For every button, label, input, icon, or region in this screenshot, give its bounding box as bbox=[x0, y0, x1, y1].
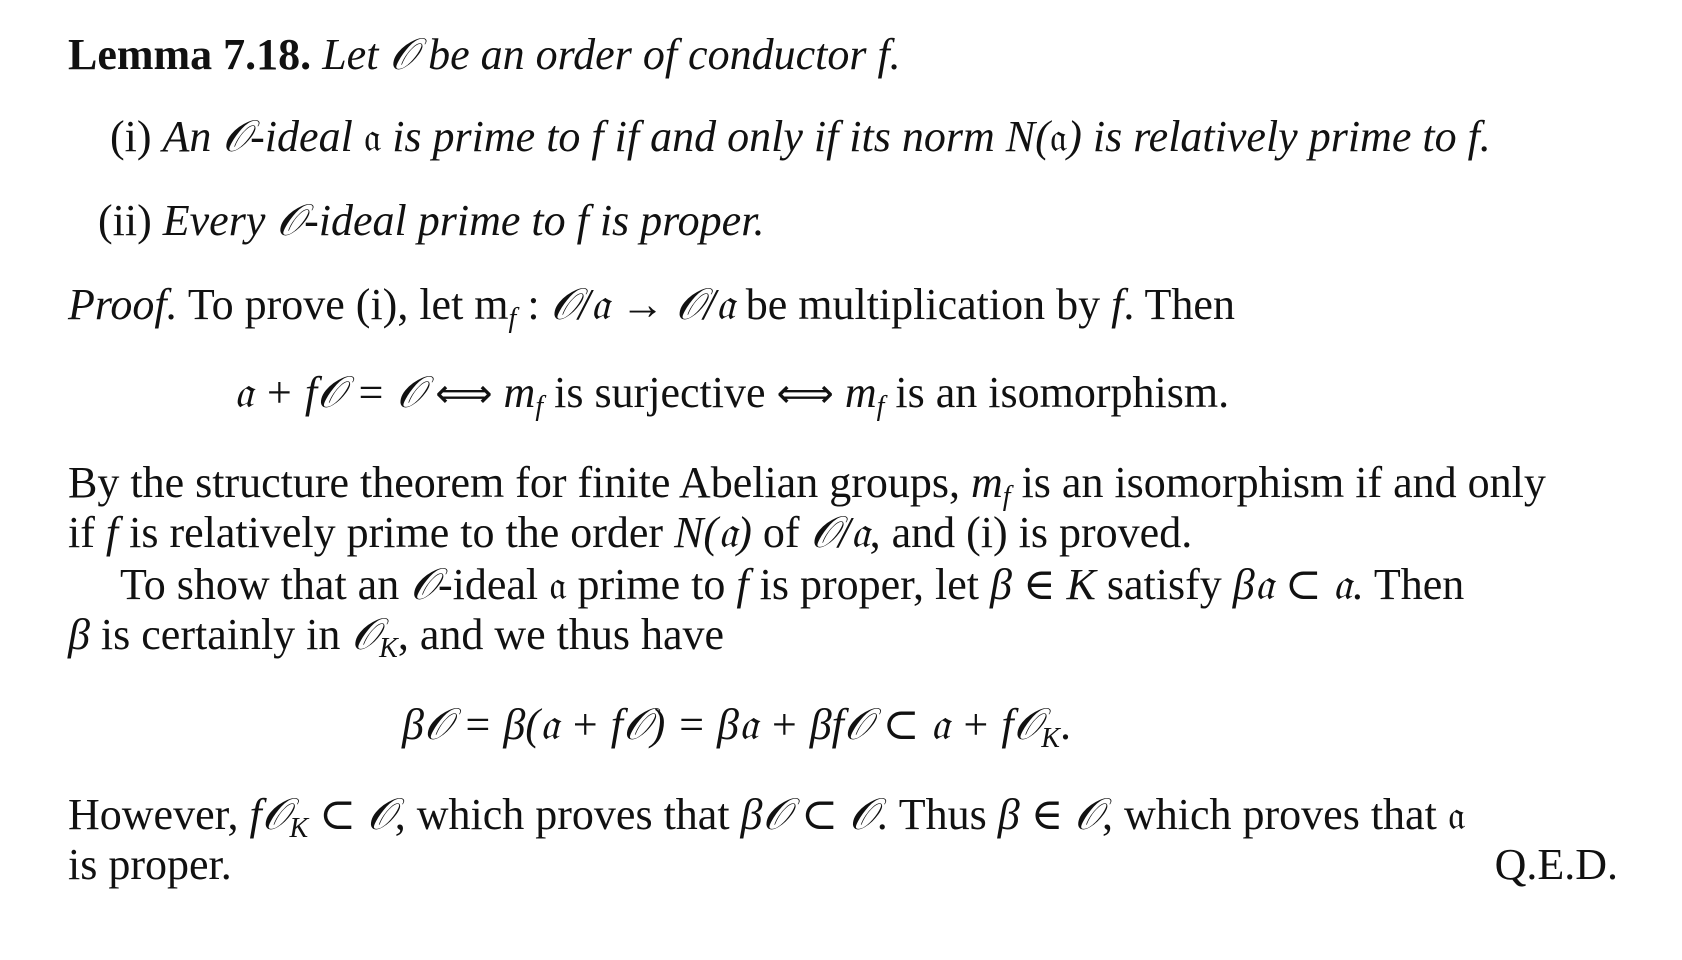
item-i-marker: (i) bbox=[110, 112, 152, 161]
item-ii-marker: (ii) bbox=[98, 196, 152, 245]
proof-text-1: To prove (i), let $m_f$ : 𝒪/𝔞 → 𝒪/𝔞 be multiplication by f. Then bbox=[187, 280, 1235, 334]
display-equation-2: β𝒪 = β(𝔞 + f𝒪) = β𝔞 + βf𝒪 ⊂ 𝔞 + f𝒪$_K$. bbox=[402, 700, 1071, 754]
item-i-text: An 𝒪-ideal 𝔞 is prime to f if and only if its norm N(𝔞) is relatively prime to f. bbox=[162, 111, 1491, 162]
proof-label: Proof. bbox=[68, 280, 178, 329]
lemma-item-ii bbox=[98, 196, 764, 246]
paragraph-4-line-2: is proper. bbox=[68, 840, 232, 889]
lemma-heading bbox=[68, 30, 901, 80]
qed-mark: Q.E.D. bbox=[1494, 840, 1618, 889]
paragraph-4-line-1: However, f𝒪$_K$ ⊂ 𝒪, which proves that β𝒪 ⊂ 𝒪. Thus β ∈ 𝒪, which proves that 𝔞 bbox=[68, 790, 1466, 844]
paragraph-3-line-1: To show that an 𝒪-ideal 𝔞 prime to f is proper, let β ∈ K satisfy β𝔞 ⊂ 𝔞. Then bbox=[120, 559, 1465, 610]
display-equation-1: 𝔞 + f𝒪 = 𝒪 ⟺ $m_f$ is surjective ⟺ $m_f$ is an isomorphism. bbox=[234, 368, 1230, 422]
paragraph-2-line-1: By the structure theorem for finite Abelian groups, $m_f$ is an isomorphism if and only bbox=[68, 458, 1546, 512]
paragraph-3-line-2: β is certainly in 𝒪$_K$, and we thus have bbox=[68, 609, 725, 664]
lemma-label: Lemma 7.18. bbox=[68, 30, 312, 79]
lemma-item-i bbox=[110, 112, 1491, 163]
lemma-statement: Let 𝒪 be an order of conductor f. bbox=[322, 29, 901, 80]
iff-arrow: ⟺ bbox=[776, 371, 834, 417]
paragraph-2-line-2: if f is relatively prime to the order N(𝔞) of 𝒪/𝔞, and (i) is proved. bbox=[68, 508, 1193, 557]
item-ii-text: Every 𝒪-ideal prime to f is proper. bbox=[162, 195, 765, 246]
proof-line-1 bbox=[68, 280, 1235, 334]
iff-arrow: ⟺ bbox=[435, 371, 493, 417]
